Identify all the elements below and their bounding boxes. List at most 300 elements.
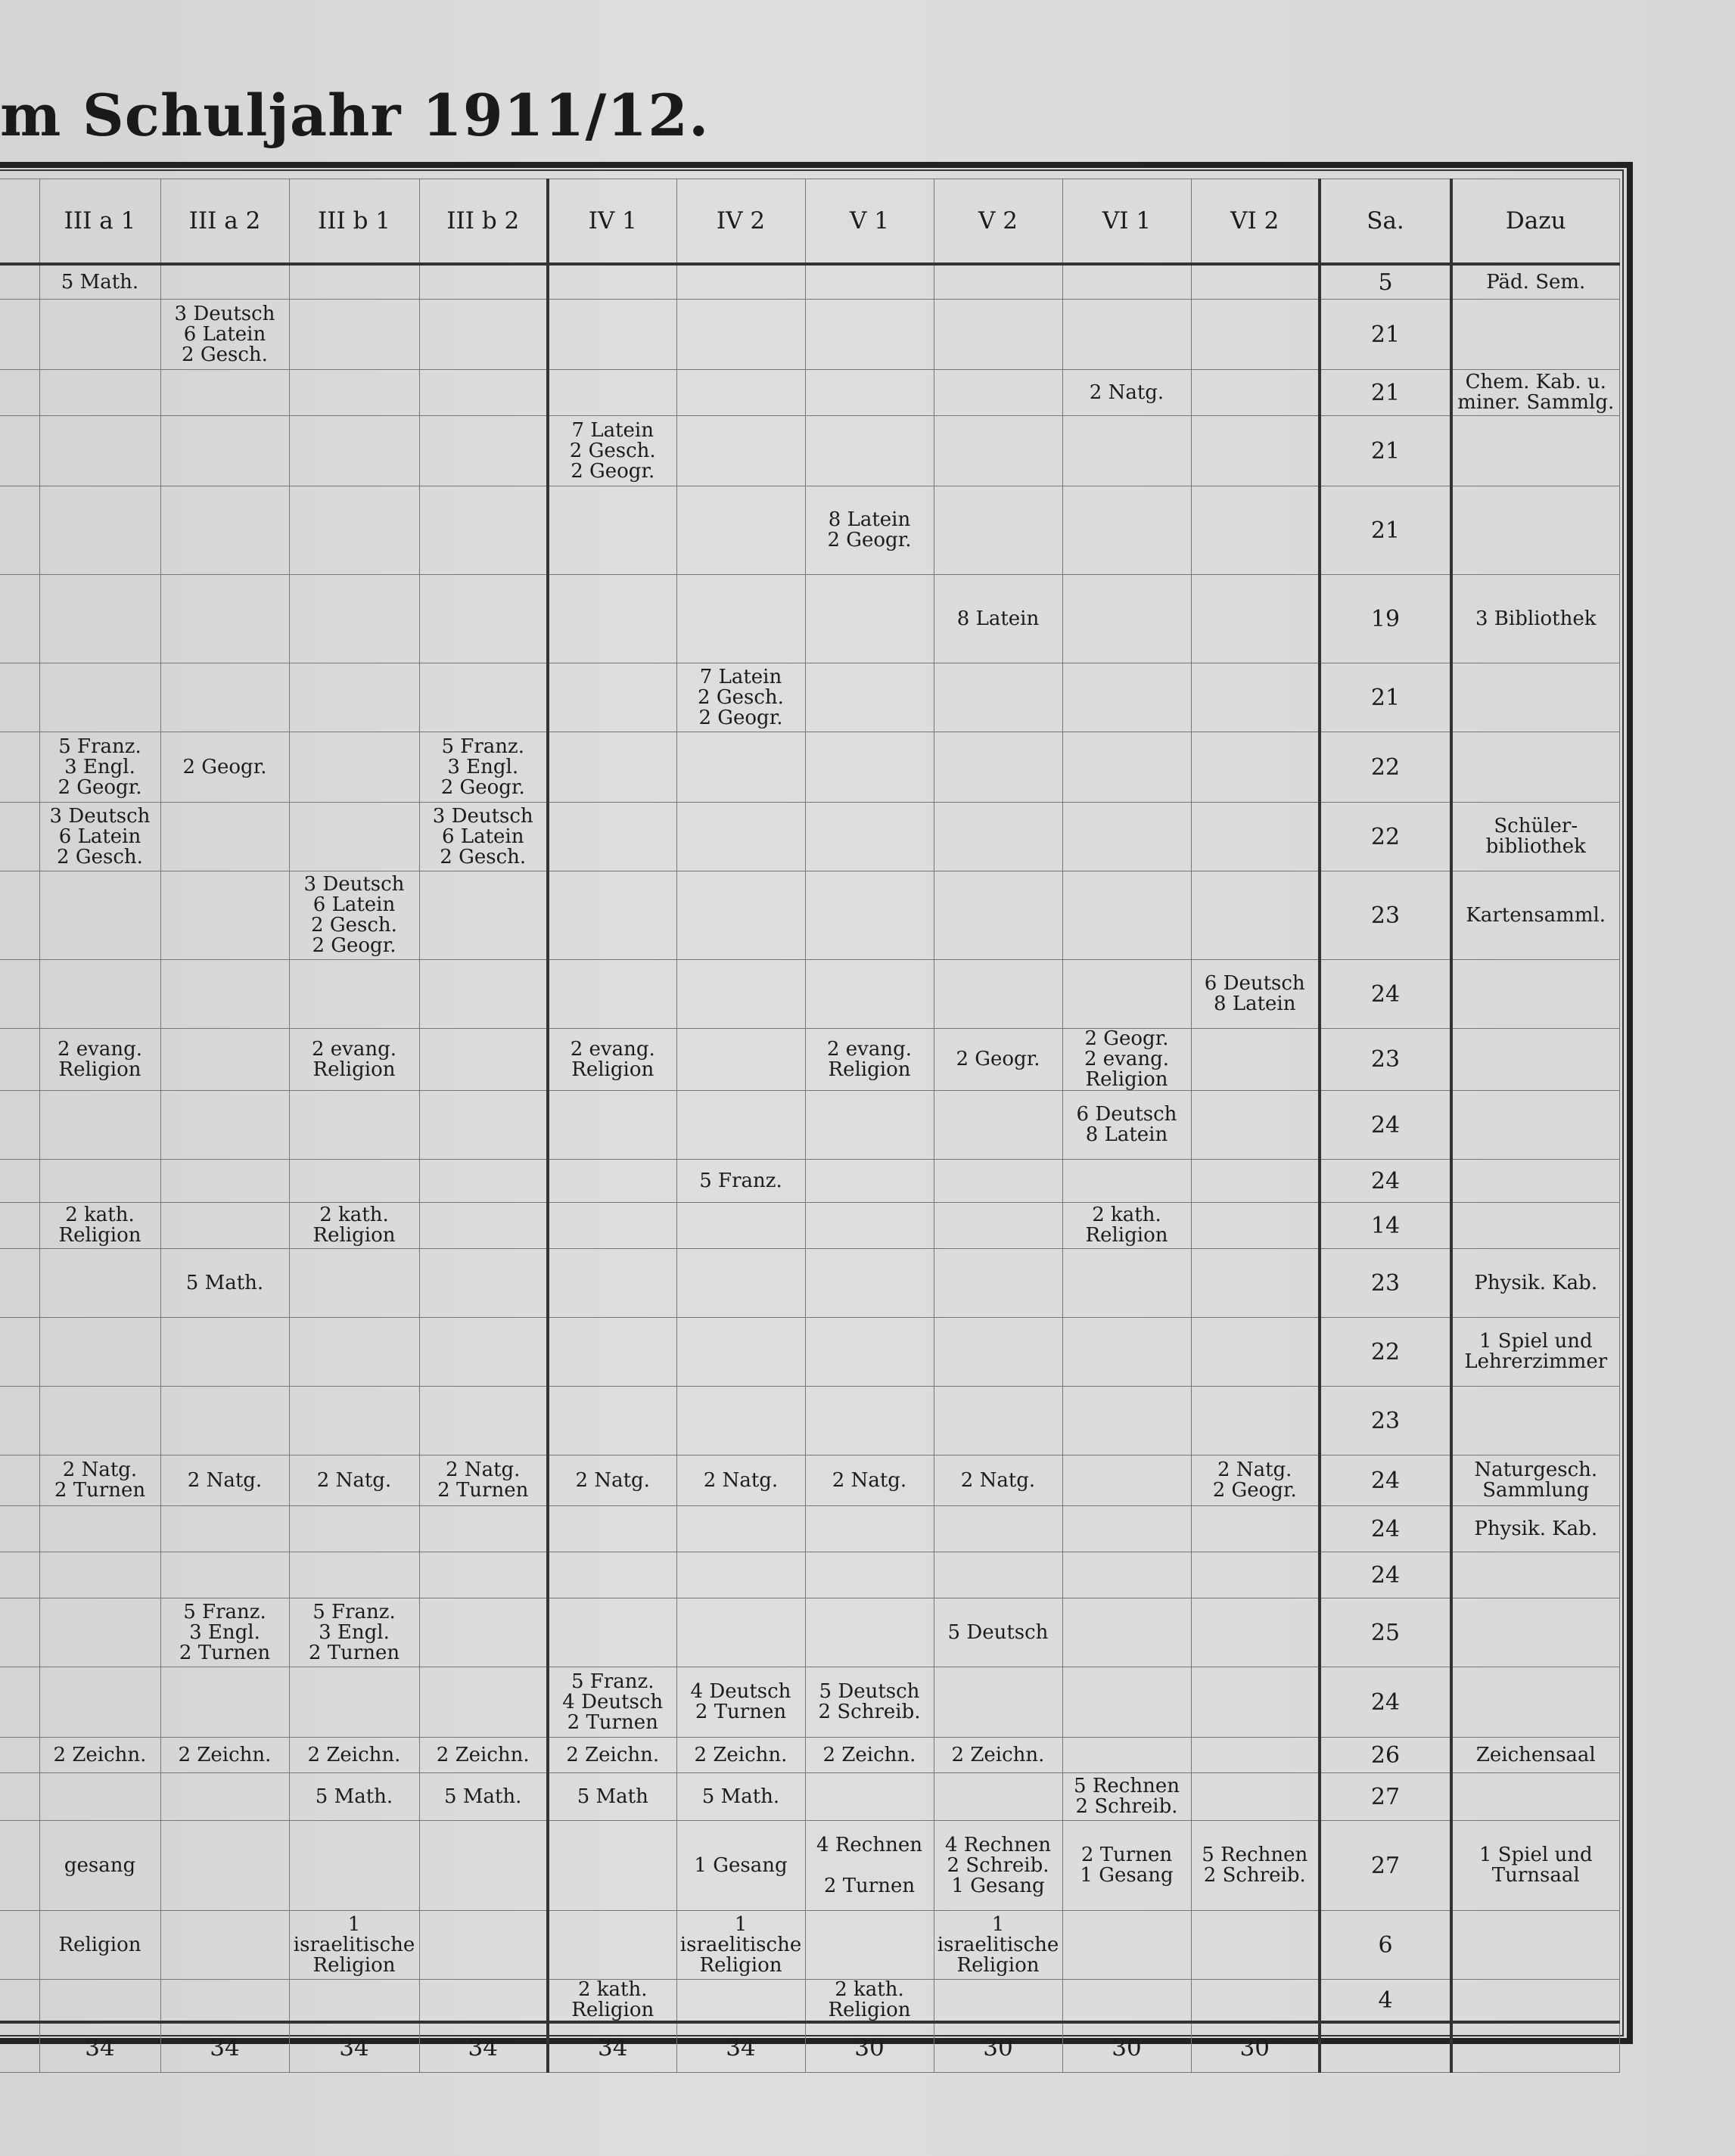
table-cell bbox=[934, 300, 1062, 370]
table-cell bbox=[0, 732, 39, 803]
table-cell bbox=[805, 1160, 934, 1203]
table-cell bbox=[676, 1387, 805, 1455]
table-cell: 5 Franz. 3 Engl. 2 Turnen bbox=[289, 1598, 419, 1667]
table-row bbox=[0, 1249, 1619, 1318]
table-cell bbox=[39, 960, 160, 1029]
table-cell bbox=[0, 575, 39, 663]
table-cell bbox=[934, 1552, 1062, 1598]
sum-cell: 27 bbox=[1320, 1773, 1451, 1821]
table-cell bbox=[419, 1506, 548, 1552]
table-cell bbox=[1191, 1091, 1320, 1160]
table-cell bbox=[676, 871, 805, 960]
table-cell bbox=[805, 370, 934, 416]
table-cell bbox=[0, 1598, 39, 1667]
table-cell: 2 Geogr. bbox=[160, 732, 289, 803]
table-cell bbox=[676, 960, 805, 1029]
table-cell bbox=[289, 416, 419, 486]
sum-cell: 22 bbox=[1320, 803, 1451, 871]
column-header: VI 2 bbox=[1191, 179, 1320, 265]
sum-cell: 19 bbox=[1320, 575, 1451, 663]
table-cell bbox=[934, 1160, 1062, 1203]
table-row bbox=[0, 370, 1619, 416]
table-cell bbox=[676, 1980, 805, 2023]
table-cell: 5 Math. bbox=[160, 1249, 289, 1318]
table-cell bbox=[39, 1091, 160, 1160]
table-cell bbox=[1062, 1455, 1191, 1506]
table-cell bbox=[39, 663, 160, 732]
table-cell: 2 Zeichn. bbox=[39, 1738, 160, 1773]
sum-cell: 21 bbox=[1320, 300, 1451, 370]
table-cell bbox=[676, 416, 805, 486]
table-cell: 2 Zeichn. bbox=[676, 1738, 805, 1773]
table-cell bbox=[160, 1029, 289, 1091]
sum-cell: 21 bbox=[1320, 416, 1451, 486]
table-cell: 1 Gesang bbox=[676, 1821, 805, 1911]
table-cell bbox=[934, 1667, 1062, 1738]
table-cell bbox=[548, 264, 676, 300]
table-cell bbox=[548, 1160, 676, 1203]
column-header: III a 2 bbox=[160, 179, 289, 265]
table-cell bbox=[934, 370, 1062, 416]
table-cell bbox=[805, 732, 934, 803]
table-cell bbox=[0, 1980, 39, 2023]
table-cell: 2 Natg. bbox=[289, 1455, 419, 1506]
table-cell bbox=[160, 1773, 289, 1821]
table-cell bbox=[419, 575, 548, 663]
table-cell: 8 Latein 2 Geogr. bbox=[805, 486, 934, 575]
table-cell: 1 israelitische Religion bbox=[934, 1911, 1062, 1980]
column-header: Dazu bbox=[1451, 179, 1619, 265]
table-row bbox=[0, 1773, 1619, 1821]
sum-cell: 24 bbox=[1320, 1552, 1451, 1598]
table-cell bbox=[39, 370, 160, 416]
table-cell bbox=[1191, 1029, 1320, 1091]
table-cell bbox=[419, 370, 548, 416]
table-cell bbox=[934, 1773, 1062, 1821]
table-cell bbox=[548, 1249, 676, 1318]
table-cell bbox=[676, 575, 805, 663]
table-cell bbox=[419, 1249, 548, 1318]
table-cell bbox=[160, 1091, 289, 1160]
table-cell bbox=[419, 1821, 548, 1911]
table-cell bbox=[1062, 1387, 1191, 1455]
table-cell bbox=[160, 871, 289, 960]
table-cell bbox=[548, 732, 676, 803]
table-cell bbox=[289, 1318, 419, 1387]
total-cell: 34 bbox=[289, 2022, 419, 2073]
table-cell bbox=[1191, 1160, 1320, 1203]
table-cell bbox=[160, 1203, 289, 1249]
table-cell bbox=[289, 1980, 419, 2023]
table-cell bbox=[39, 871, 160, 960]
table-cell bbox=[805, 1387, 934, 1455]
table-cell bbox=[160, 416, 289, 486]
table-cell: 2 Zeichn. bbox=[548, 1738, 676, 1773]
table-cell bbox=[1062, 732, 1191, 803]
table-cell bbox=[548, 1598, 676, 1667]
table-cell bbox=[0, 300, 39, 370]
table-cell: 2 Natg. 2 Turnen bbox=[39, 1455, 160, 1506]
table-cell bbox=[676, 732, 805, 803]
schedule-table bbox=[0, 179, 1620, 2073]
table-cell bbox=[676, 1598, 805, 1667]
table-cell bbox=[548, 1911, 676, 1980]
table-cell bbox=[289, 1160, 419, 1203]
table-cell bbox=[1191, 1667, 1320, 1738]
table-cell bbox=[934, 663, 1062, 732]
dazu-cell: Physik. Kab. bbox=[1451, 1506, 1619, 1552]
dazu-cell bbox=[1451, 1160, 1619, 1203]
table-cell bbox=[419, 264, 548, 300]
table-cell bbox=[805, 575, 934, 663]
dazu-cell bbox=[1451, 1980, 1619, 2023]
table-cell bbox=[1191, 1773, 1320, 1821]
table-cell bbox=[0, 803, 39, 871]
table-cell: Religion bbox=[39, 1911, 160, 1980]
table-cell bbox=[289, 1387, 419, 1455]
table-cell bbox=[1191, 663, 1320, 732]
table-row bbox=[0, 803, 1619, 871]
table-cell: 1 israelitische Religion bbox=[676, 1911, 805, 1980]
table-cell bbox=[1191, 370, 1320, 416]
table-cell: 1 israelitische Religion bbox=[289, 1911, 419, 1980]
table-cell bbox=[39, 1980, 160, 2023]
table-cell bbox=[419, 1029, 548, 1091]
table-row bbox=[0, 960, 1619, 1029]
table-cell: 3 Deutsch 6 Latein 2 Gesch. bbox=[160, 300, 289, 370]
table-cell bbox=[0, 1911, 39, 1980]
table-cell bbox=[1191, 300, 1320, 370]
table-cell bbox=[548, 871, 676, 960]
table-row bbox=[0, 486, 1619, 575]
table-cell bbox=[548, 370, 676, 416]
table-cell bbox=[289, 960, 419, 1029]
table-cell bbox=[1062, 1980, 1191, 2023]
table-cell bbox=[805, 1773, 934, 1821]
total-cell: 30 bbox=[1191, 2022, 1320, 2073]
total-cell: 30 bbox=[805, 2022, 934, 2073]
table-cell bbox=[39, 1506, 160, 1552]
table-cell bbox=[0, 370, 39, 416]
table-cell bbox=[805, 803, 934, 871]
sum-cell: 24 bbox=[1320, 960, 1451, 1029]
table-cell bbox=[676, 1249, 805, 1318]
table-cell: 6 Deutsch 8 Latein bbox=[1191, 960, 1320, 1029]
sum-cell: 21 bbox=[1320, 370, 1451, 416]
table-cell bbox=[160, 370, 289, 416]
table-cell bbox=[419, 663, 548, 732]
table-cell bbox=[676, 1318, 805, 1387]
table-cell: 2 Turnen 1 Gesang bbox=[1062, 1821, 1191, 1911]
table-cell bbox=[39, 416, 160, 486]
sum-cell: 24 bbox=[1320, 1455, 1451, 1506]
table-cell bbox=[289, 486, 419, 575]
table-row bbox=[0, 1318, 1619, 1387]
table-cell bbox=[1062, 1160, 1191, 1203]
table-cell bbox=[805, 1203, 934, 1249]
dazu-cell bbox=[1451, 1029, 1619, 1091]
table-cell: 2 Natg. 2 Turnen bbox=[419, 1455, 548, 1506]
table-cell bbox=[39, 1160, 160, 1203]
table-cell bbox=[0, 1387, 39, 1455]
table-cell bbox=[289, 370, 419, 416]
table-cell bbox=[419, 416, 548, 486]
sum-cell: 21 bbox=[1320, 663, 1451, 732]
table-cell: 5 Math. bbox=[289, 1773, 419, 1821]
table-cell: 2 Geogr. 2 evang. Religion bbox=[1062, 1029, 1191, 1091]
table-cell bbox=[1062, 871, 1191, 960]
table-cell bbox=[0, 1821, 39, 1911]
table-cell bbox=[805, 1552, 934, 1598]
table-cell bbox=[934, 732, 1062, 803]
table-cell bbox=[1191, 1318, 1320, 1387]
dazu-cell bbox=[1451, 1091, 1619, 1160]
table-cell bbox=[934, 486, 1062, 575]
table-cell bbox=[289, 1552, 419, 1598]
table-cell: 5 Math. bbox=[676, 1773, 805, 1821]
dazu-cell bbox=[1451, 1667, 1619, 1738]
column-header: IV 1 bbox=[548, 179, 676, 265]
table-row bbox=[0, 1821, 1619, 1911]
table-cell: 2 Natg. bbox=[805, 1455, 934, 1506]
table-cell bbox=[160, 1911, 289, 1980]
table-cell: 2 Natg. 2 Geogr. bbox=[1191, 1455, 1320, 1506]
total-cell: 34 bbox=[548, 2022, 676, 2073]
sum-cell: 23 bbox=[1320, 1387, 1451, 1455]
table-cell bbox=[548, 1387, 676, 1455]
table-cell bbox=[805, 1911, 934, 1980]
table-cell bbox=[548, 300, 676, 370]
table-cell bbox=[1191, 803, 1320, 871]
table-cell: 2 Natg. bbox=[934, 1455, 1062, 1506]
dazu-cell: Päd. Sem. bbox=[1451, 264, 1619, 300]
table-cell: 2 Natg. bbox=[1062, 370, 1191, 416]
table-cell: 2 Natg. bbox=[160, 1455, 289, 1506]
table-cell: 2 evang. Religion bbox=[289, 1029, 419, 1091]
table-cell bbox=[289, 732, 419, 803]
table-row bbox=[0, 1598, 1619, 1667]
table-cell bbox=[160, 1821, 289, 1911]
table-row bbox=[0, 663, 1619, 732]
table-cell bbox=[0, 1160, 39, 1203]
table-cell bbox=[0, 871, 39, 960]
table-cell: 3 Deutsch 6 Latein 2 Gesch. 2 Geogr. bbox=[289, 871, 419, 960]
table-cell bbox=[39, 575, 160, 663]
dazu-cell bbox=[1451, 732, 1619, 803]
table-cell: 5 Deutsch 2 Schreib. bbox=[805, 1667, 934, 1738]
table-cell bbox=[805, 1091, 934, 1160]
table-cell bbox=[0, 1203, 39, 1249]
table-cell bbox=[805, 1598, 934, 1667]
table-cell bbox=[934, 1980, 1062, 2023]
table-cell bbox=[0, 663, 39, 732]
dazu-cell: Kartensamml. bbox=[1451, 871, 1619, 960]
table-cell bbox=[39, 1387, 160, 1455]
table-cell: 2 kath. Religion bbox=[39, 1203, 160, 1249]
table-cell bbox=[160, 1980, 289, 2023]
table-row bbox=[0, 575, 1619, 663]
table-cell bbox=[1191, 264, 1320, 300]
table-cell bbox=[548, 960, 676, 1029]
sum-cell: 24 bbox=[1320, 1667, 1451, 1738]
table-cell bbox=[1191, 1911, 1320, 1980]
dazu-cell bbox=[1451, 1598, 1619, 1667]
table-cell bbox=[934, 416, 1062, 486]
table-cell bbox=[419, 1980, 548, 2023]
table-cell bbox=[289, 1667, 419, 1738]
table-cell bbox=[289, 803, 419, 871]
table-cell bbox=[934, 1318, 1062, 1387]
table-cell bbox=[1191, 1249, 1320, 1318]
table-row bbox=[0, 1738, 1619, 1773]
table-cell bbox=[419, 1911, 548, 1980]
table-cell bbox=[289, 663, 419, 732]
table-row bbox=[0, 300, 1619, 370]
totals-row bbox=[0, 2022, 1619, 2073]
column-header: VI 1 bbox=[1062, 179, 1191, 265]
table-cell bbox=[934, 1387, 1062, 1455]
sum-cell: 23 bbox=[1320, 1029, 1451, 1091]
table-row bbox=[0, 1091, 1619, 1160]
table-row bbox=[0, 1506, 1619, 1552]
table-cell bbox=[289, 300, 419, 370]
table-cell bbox=[805, 1249, 934, 1318]
dazu-cell: 3 Bibliothek bbox=[1451, 575, 1619, 663]
table-cell: 5 Franz. bbox=[676, 1160, 805, 1203]
dazu-cell: Physik. Kab. bbox=[1451, 1249, 1619, 1318]
table-cell bbox=[676, 264, 805, 300]
dazu-cell bbox=[1451, 1911, 1619, 1980]
table-cell: 2 kath. Religion bbox=[548, 1980, 676, 2023]
table-cell: 2 evang. Religion bbox=[39, 1029, 160, 1091]
sum-cell: 5 bbox=[1320, 264, 1451, 300]
table-cell bbox=[39, 1598, 160, 1667]
table-cell: 5 Franz. 3 Engl. 2 Geogr. bbox=[39, 732, 160, 803]
table-cell: 2 Natg. bbox=[676, 1455, 805, 1506]
table-row bbox=[0, 264, 1619, 300]
table-cell bbox=[0, 960, 39, 1029]
total-cell: 34 bbox=[419, 2022, 548, 2073]
table-cell: 7 Latein 2 Gesch. 2 Geogr. bbox=[548, 416, 676, 486]
table-cell bbox=[0, 1029, 39, 1091]
table-cell bbox=[1191, 1738, 1320, 1773]
table-row bbox=[0, 1667, 1619, 1738]
table-cell bbox=[1062, 1911, 1191, 1980]
table-cell bbox=[419, 1160, 548, 1203]
total-cell bbox=[0, 2022, 39, 2073]
table-cell bbox=[548, 1318, 676, 1387]
table-row bbox=[0, 1160, 1619, 1203]
column-header: III b 1 bbox=[289, 179, 419, 265]
table-cell bbox=[1062, 663, 1191, 732]
total-cell bbox=[1320, 2022, 1451, 2073]
dazu-cell bbox=[1451, 663, 1619, 732]
total-cell: 34 bbox=[39, 2022, 160, 2073]
table-cell: 6 Deutsch 8 Latein bbox=[1062, 1091, 1191, 1160]
sum-cell: 21 bbox=[1320, 486, 1451, 575]
table-cell bbox=[419, 1552, 548, 1598]
table-cell: 2 evang. Religion bbox=[548, 1029, 676, 1091]
table-cell bbox=[805, 416, 934, 486]
table-row bbox=[0, 1552, 1619, 1598]
table-cell bbox=[160, 1552, 289, 1598]
table-cell: 4 Deutsch 2 Turnen bbox=[676, 1667, 805, 1738]
sum-cell: 6 bbox=[1320, 1911, 1451, 1980]
table-cell bbox=[934, 1091, 1062, 1160]
table-cell bbox=[39, 300, 160, 370]
table-row bbox=[0, 1455, 1619, 1506]
table-cell bbox=[0, 486, 39, 575]
table-cell bbox=[1062, 803, 1191, 871]
table-cell: 8 Latein bbox=[934, 575, 1062, 663]
table-cell bbox=[160, 1506, 289, 1552]
table-cell bbox=[1191, 1552, 1320, 1598]
table-cell bbox=[805, 264, 934, 300]
table-cell bbox=[160, 803, 289, 871]
table-cell bbox=[0, 1667, 39, 1738]
table-cell bbox=[1191, 732, 1320, 803]
column-header: V 2 bbox=[934, 179, 1062, 265]
table-cell: 5 Math. bbox=[419, 1773, 548, 1821]
table-cell bbox=[160, 575, 289, 663]
table-cell bbox=[1062, 486, 1191, 575]
table-cell bbox=[289, 1506, 419, 1552]
dazu-cell: 1 Spiel und Lehrerzimmer bbox=[1451, 1318, 1619, 1387]
table-cell bbox=[0, 1249, 39, 1318]
table-row bbox=[0, 416, 1619, 486]
table-cell bbox=[419, 1203, 548, 1249]
sum-cell: 24 bbox=[1320, 1506, 1451, 1552]
sum-cell: 27 bbox=[1320, 1821, 1451, 1911]
table-cell bbox=[0, 1552, 39, 1598]
table-cell: 2 evang. Religion bbox=[805, 1029, 934, 1091]
table-cell bbox=[1191, 1506, 1320, 1552]
table-cell bbox=[676, 1506, 805, 1552]
table-cell: 5 Rechnen 2 Schreib. bbox=[1191, 1821, 1320, 1911]
table-cell bbox=[419, 300, 548, 370]
table-cell bbox=[805, 871, 934, 960]
table-cell bbox=[676, 1029, 805, 1091]
table-cell bbox=[1191, 416, 1320, 486]
table-cell bbox=[0, 1091, 39, 1160]
table-cell bbox=[419, 1387, 548, 1455]
table-cell bbox=[419, 960, 548, 1029]
table-cell bbox=[934, 264, 1062, 300]
column-header: V 1 bbox=[805, 179, 934, 265]
table-cell bbox=[160, 960, 289, 1029]
table-cell: 2 Zeichn. bbox=[160, 1738, 289, 1773]
sum-cell: 4 bbox=[1320, 1980, 1451, 2023]
table-cell bbox=[1062, 1598, 1191, 1667]
table-cell bbox=[548, 1552, 676, 1598]
column-header: IV 2 bbox=[676, 179, 805, 265]
table-cell: 2 Zeichn. bbox=[805, 1738, 934, 1773]
sum-cell: 23 bbox=[1320, 1249, 1451, 1318]
table-cell bbox=[676, 486, 805, 575]
table-cell bbox=[419, 871, 548, 960]
column-header bbox=[0, 179, 39, 265]
table-cell bbox=[676, 1091, 805, 1160]
table-cell bbox=[676, 1203, 805, 1249]
table-cell bbox=[39, 1773, 160, 1821]
table-cell bbox=[548, 486, 676, 575]
table-cell bbox=[0, 264, 39, 300]
table-cell bbox=[934, 960, 1062, 1029]
table-cell bbox=[676, 803, 805, 871]
table-cell: 2 Geogr. bbox=[934, 1029, 1062, 1091]
table-cell: 2 kath. Religion bbox=[1062, 1203, 1191, 1249]
table-cell: 3 Deutsch 6 Latein 2 Gesch. bbox=[39, 803, 160, 871]
